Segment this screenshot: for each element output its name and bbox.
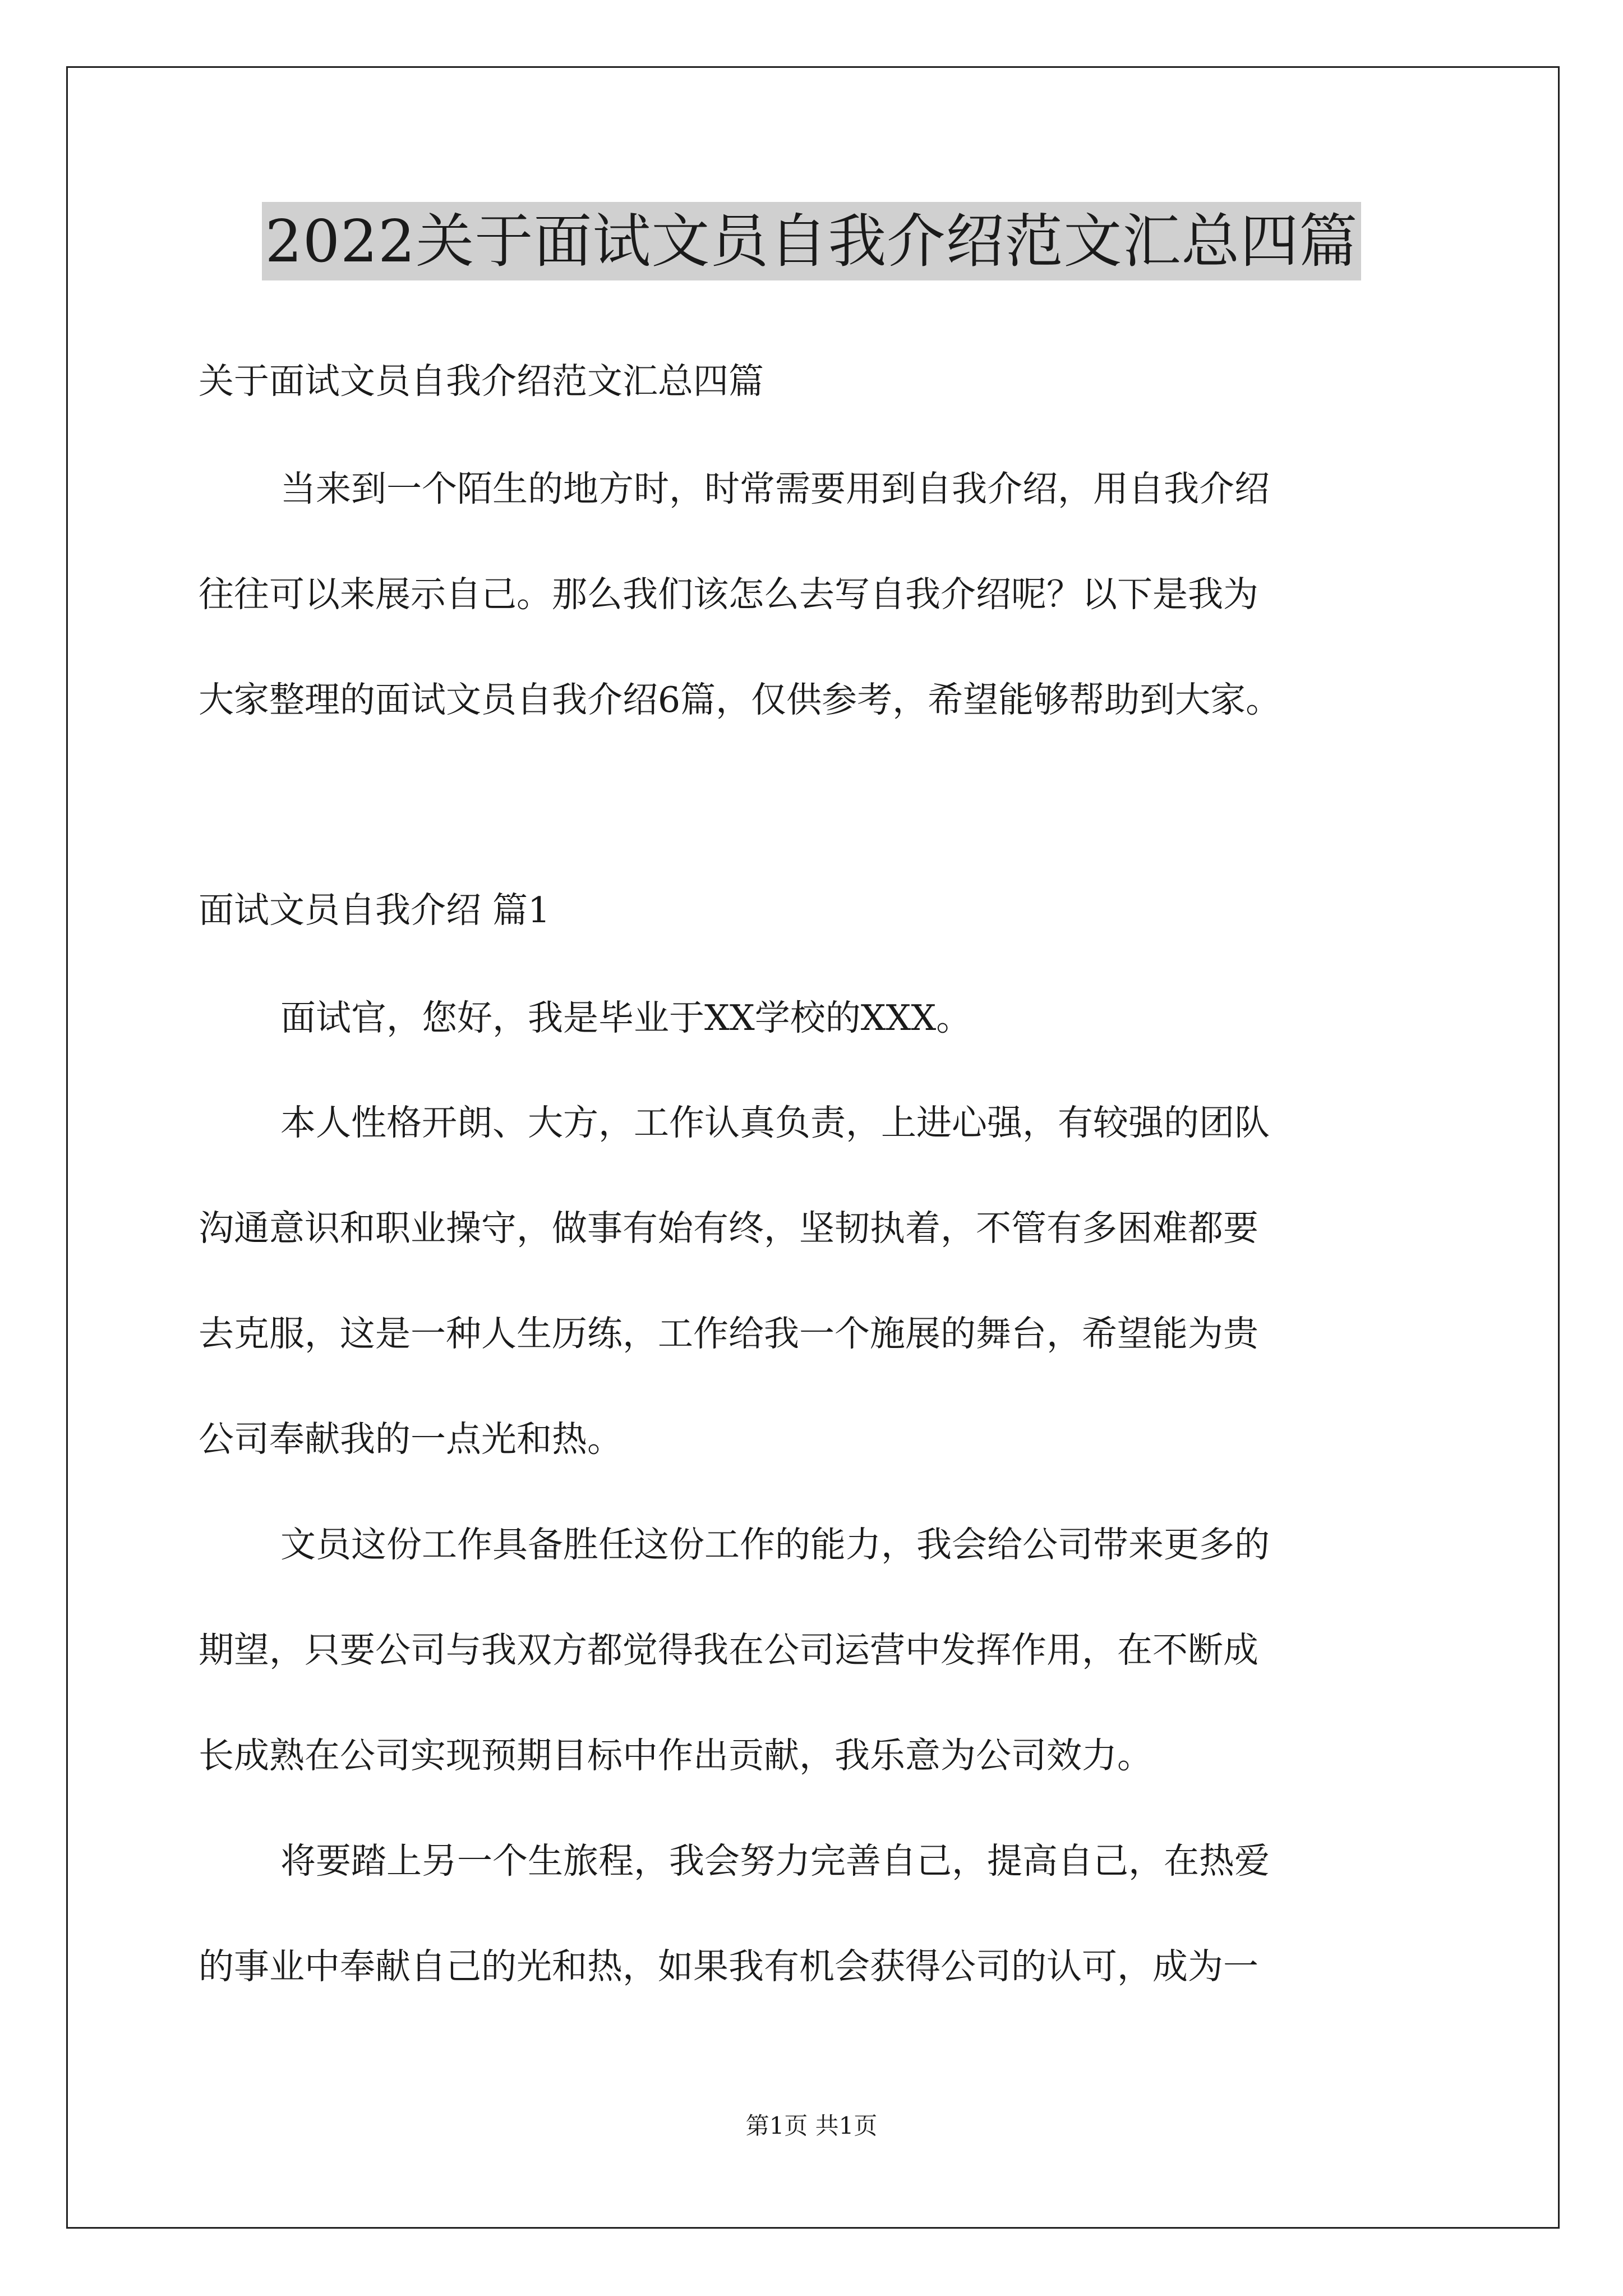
body-line: 的事业中奉献自己的光和热，如果我有机会获得公司的认可，成为一	[199, 1946, 1258, 1987]
body-line: 本人性格开朗、大方，工作认真负责，上进心强，有较强的团队	[280, 1102, 1270, 1143]
body-line: 面试官，您好，我是毕业于XX学校的XXX。	[280, 997, 972, 1038]
body-line: 长成熟在公司实现预期目标中作出贡献，我乐意为公司效力。	[199, 1735, 1152, 1776]
body-line: 文员这份工作具备胜任这份工作的能力，我会给公司带来更多的	[280, 1524, 1270, 1565]
document-title	[0, 202, 1623, 280]
document-title-text: 2022关于面试文员自我介绍范文汇总四篇	[262, 202, 1362, 280]
body-line: 将要踏上另一个生旅程，我会努力完善自己，提高自己，在热爱	[280, 1841, 1270, 1881]
body-line: 去克服，这是一种人生历练，工作给我一个施展的舞台，希望能为贵	[199, 1313, 1258, 1354]
body-line: 期望，只要公司与我双方都觉得我在公司运营中发挥作用，在不断成	[199, 1630, 1258, 1671]
body-line: 公司奉献我的一点光和热。	[199, 1419, 623, 1460]
section-heading: 面试文员自我介绍 篇1	[199, 890, 551, 931]
intro-line: 大家整理的面试文员自我介绍6篇，仅供参考，希望能够帮助到大家。	[199, 679, 1281, 720]
body-line: 沟通意识和职业操守，做事有始有终，坚韧执着，不管有多困难都要	[199, 1208, 1258, 1249]
document-subtitle: 关于面试文员自我介绍范文汇总四篇	[199, 361, 764, 402]
intro-line: 当来到一个陌生的地方时，时常需要用到自我介绍，用自我介绍	[280, 468, 1270, 509]
page-number: 第1页 共1页	[745, 2112, 878, 2139]
intro-line: 往往可以来展示自己。那么我们该怎么去写自我介绍呢？以下是我为	[199, 574, 1258, 615]
